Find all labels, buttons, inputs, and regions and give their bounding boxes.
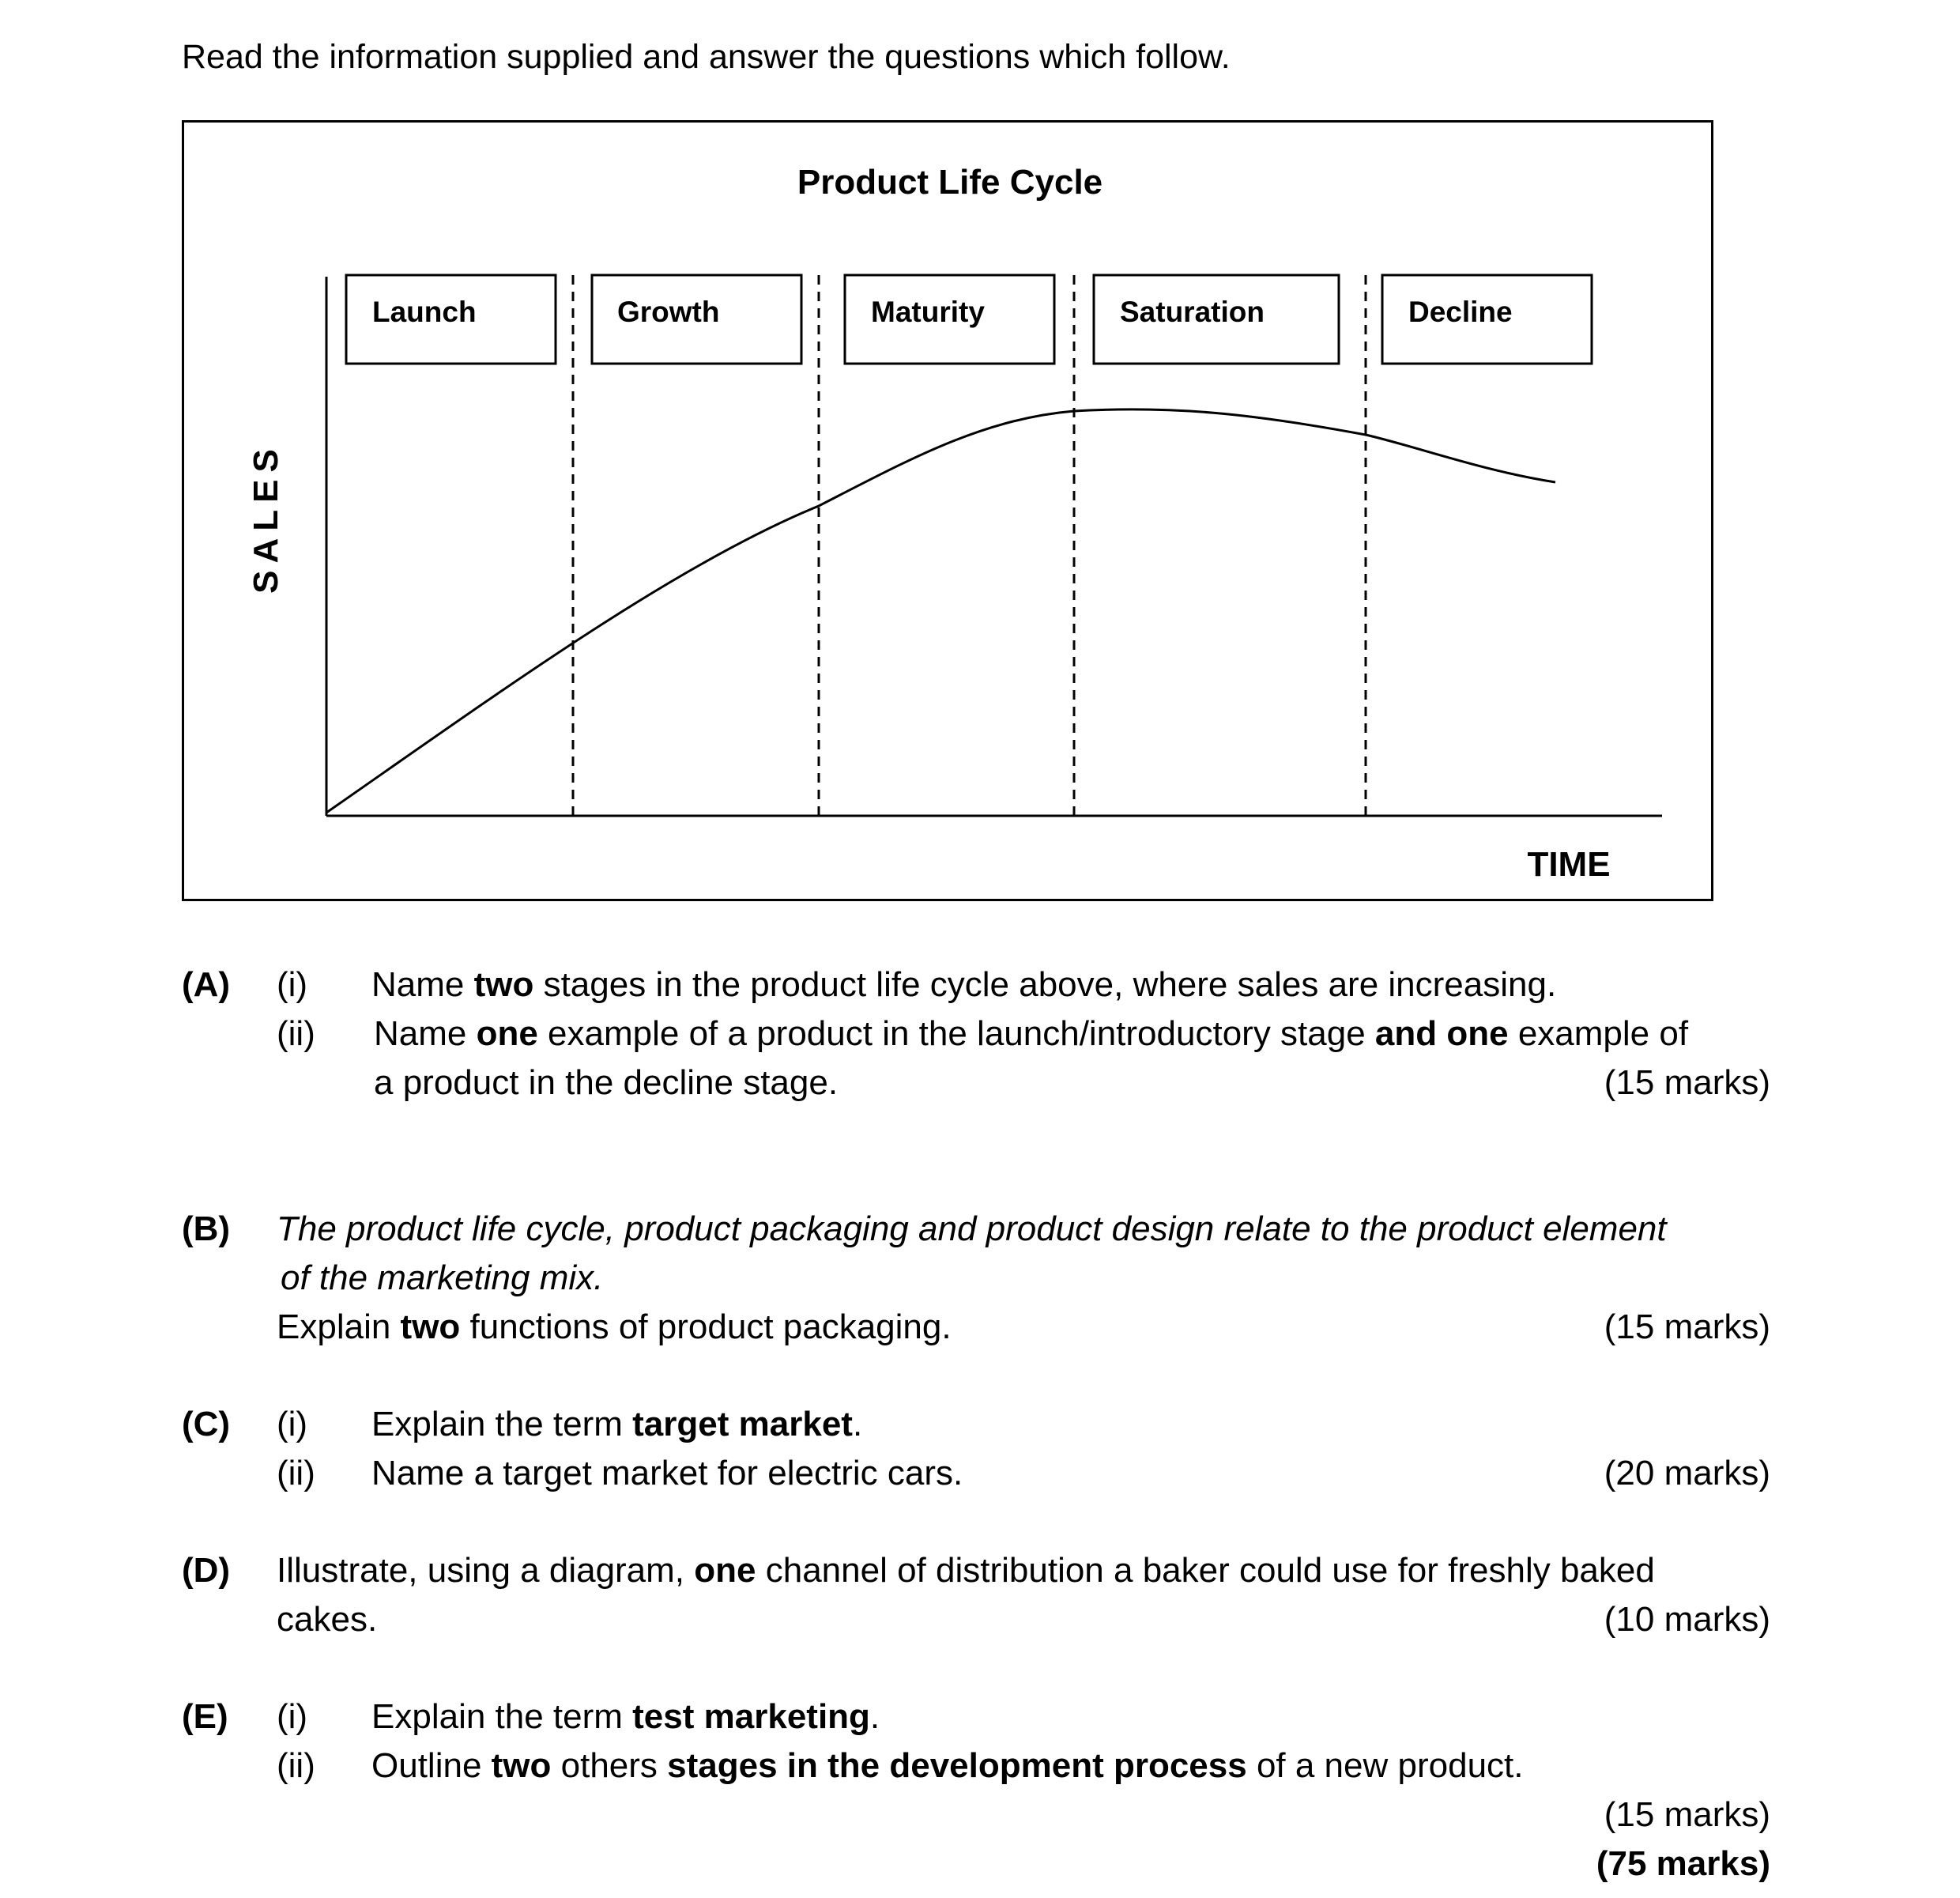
question-a-ii-label: (ii)	[277, 1014, 315, 1053]
instructions: Read the information supplied and answer the questions which follow.	[182, 38, 1231, 76]
question-e	[182, 1692, 1770, 1898]
question-b-italic-line1: The product life cycle, product packaging and product design relate to the product element	[277, 1209, 1667, 1248]
question-a	[182, 960, 1770, 1111]
question-e-i-label: (i)	[277, 1697, 308, 1736]
question-b-label: (B)	[182, 1209, 231, 1248]
question-e-i-text: Explain the term test marketing.	[371, 1697, 880, 1736]
question-c-i-text: Explain the term target market.	[371, 1405, 863, 1443]
question-e-ii-text: Outline two others stages in the development process of a new product.	[371, 1746, 1524, 1785]
question-e-label: (E)	[182, 1697, 228, 1736]
question-e-marks: (15 marks)	[1604, 1795, 1770, 1834]
question-c-label: (C)	[182, 1405, 231, 1443]
question-a-ii-text: Name one example of a product in the launch/introductory stage and one example of	[374, 1014, 1689, 1053]
question-a-label: (A)	[182, 965, 231, 1004]
question-c-ii-label: (ii)	[277, 1454, 315, 1492]
question-b	[182, 1205, 1770, 1355]
question-d-label: (D)	[182, 1551, 231, 1590]
question-b-italic-line2: of the marketing mix.	[281, 1258, 604, 1297]
stage-label-launch: Launch	[372, 296, 477, 328]
sales-curve	[326, 409, 1555, 813]
product-life-cycle-diagram	[182, 120, 1713, 901]
question-c-marks: (20 marks)	[1604, 1454, 1770, 1492]
question-d-marks: (10 marks)	[1604, 1600, 1770, 1639]
question-e-ii-label: (ii)	[277, 1746, 315, 1785]
question-b-marks: (15 marks)	[1604, 1307, 1770, 1346]
question-d	[182, 1546, 1770, 1649]
y-axis-label: SALES	[247, 442, 285, 594]
question-a-marks: (15 marks)	[1604, 1063, 1770, 1102]
diagram-title: Product Life Cycle	[797, 163, 1103, 202]
stage-label-maturity: Maturity	[871, 296, 985, 328]
stage-label-saturation: Saturation	[1120, 296, 1265, 328]
question-c	[182, 1400, 1770, 1503]
question-c-i-label: (i)	[277, 1405, 308, 1443]
question-a-i-label: (i)	[277, 965, 308, 1004]
x-axis-label: TIME	[1527, 845, 1611, 884]
stage-label-growth: Growth	[617, 296, 720, 328]
total-marks: (75 marks)	[1596, 1844, 1770, 1883]
question-a-ii-text-line2: a product in the decline stage.	[374, 1063, 839, 1102]
stage-label-decline: Decline	[1408, 296, 1513, 328]
question-c-ii-text: Name a target market for electric cars.	[371, 1454, 963, 1492]
question-a-i-text: Name two stages in the product life cycle above, where sales are increasing.	[371, 965, 1557, 1004]
question-d-text: Illustrate, using a diagram, one channel of distribution a baker could use for freshly baked	[277, 1551, 1655, 1590]
question-b-text: Explain two functions of product packaging.	[277, 1307, 952, 1346]
question-d-text-line2: cakes.	[277, 1600, 378, 1639]
